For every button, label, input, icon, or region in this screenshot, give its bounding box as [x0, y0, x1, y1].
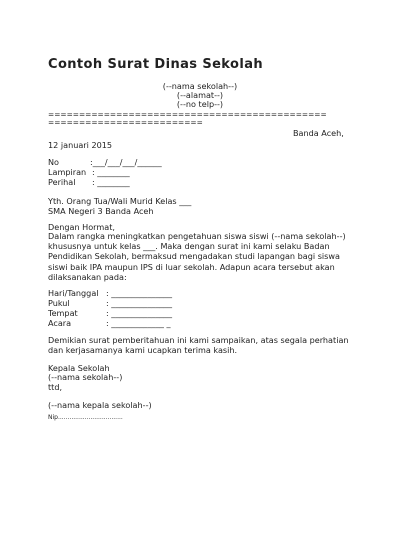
detail-label-place: Tempat	[48, 308, 78, 318]
detail-label-time: Pukul	[48, 298, 70, 308]
detail-label-date: Hari/Tanggal	[48, 288, 99, 298]
closing-paragraph: Demikian surat pemberitahuan ini kami sampaikan, atas segala perhatian dan kerjasamanya kami ucapkan terima kasih.	[48, 335, 349, 356]
detail-value-place: : _______________	[106, 308, 173, 318]
lampiran-value: : ________	[92, 167, 130, 177]
perihal-label: Perihal	[48, 177, 76, 187]
detail-value-event: : _____________ _	[106, 318, 171, 328]
page-title: Contoh Surat Dinas Sekolah	[48, 57, 264, 72]
school-phone: (--no telp--)	[176, 99, 224, 109]
school-name: (--nama sekolah--)	[162, 81, 238, 91]
no-value: :___/___/___/______	[90, 157, 162, 167]
greeting: Dengan Hormat,	[48, 222, 115, 232]
nip-line: Nip..................................	[48, 414, 123, 421]
detail-value-date: : _______________	[106, 288, 173, 298]
body-paragraph: Dalam rangka meningkatkan pengetahuan siswa siswi (--nama sekolah--) khususnya untuk kelas ___. Maka dengan surat ini kami selaku Badan Pendidikan Sekolah, bermaksud mengadakan studi lapangan bagi siswa siswi baik IPA maupun IPS di luar sekolah. Adapun acara tersebut akan dilaksanakan pada:	[48, 231, 346, 282]
letter-place: Banda Aceh,	[293, 128, 344, 138]
letter-date: 12 januari 2015	[48, 140, 113, 150]
perihal-value: : ________	[92, 177, 130, 187]
signature-ttd: ttd,	[48, 382, 63, 392]
signature-title: Kepala Sekolah	[48, 363, 110, 373]
detail-value-time: : _______________	[106, 298, 173, 308]
separator-line: =========================	[48, 119, 203, 126]
school-address: (--alamat--)	[176, 90, 224, 100]
detail-label-event: Acara	[48, 318, 72, 328]
head-name: (--nama kepala sekolah--)	[48, 400, 152, 410]
no-label: No	[48, 157, 60, 167]
separator-line: =============================================	[48, 111, 327, 118]
recipient-line: Yth. Orang Tua/Wali Murid Kelas ___	[48, 196, 192, 206]
recipient-school: SMA Negeri 3 Banda Aceh	[48, 206, 154, 216]
lampiran-label: Lampiran	[48, 167, 87, 177]
signature-school: (--nama sekolah--)	[48, 372, 123, 382]
